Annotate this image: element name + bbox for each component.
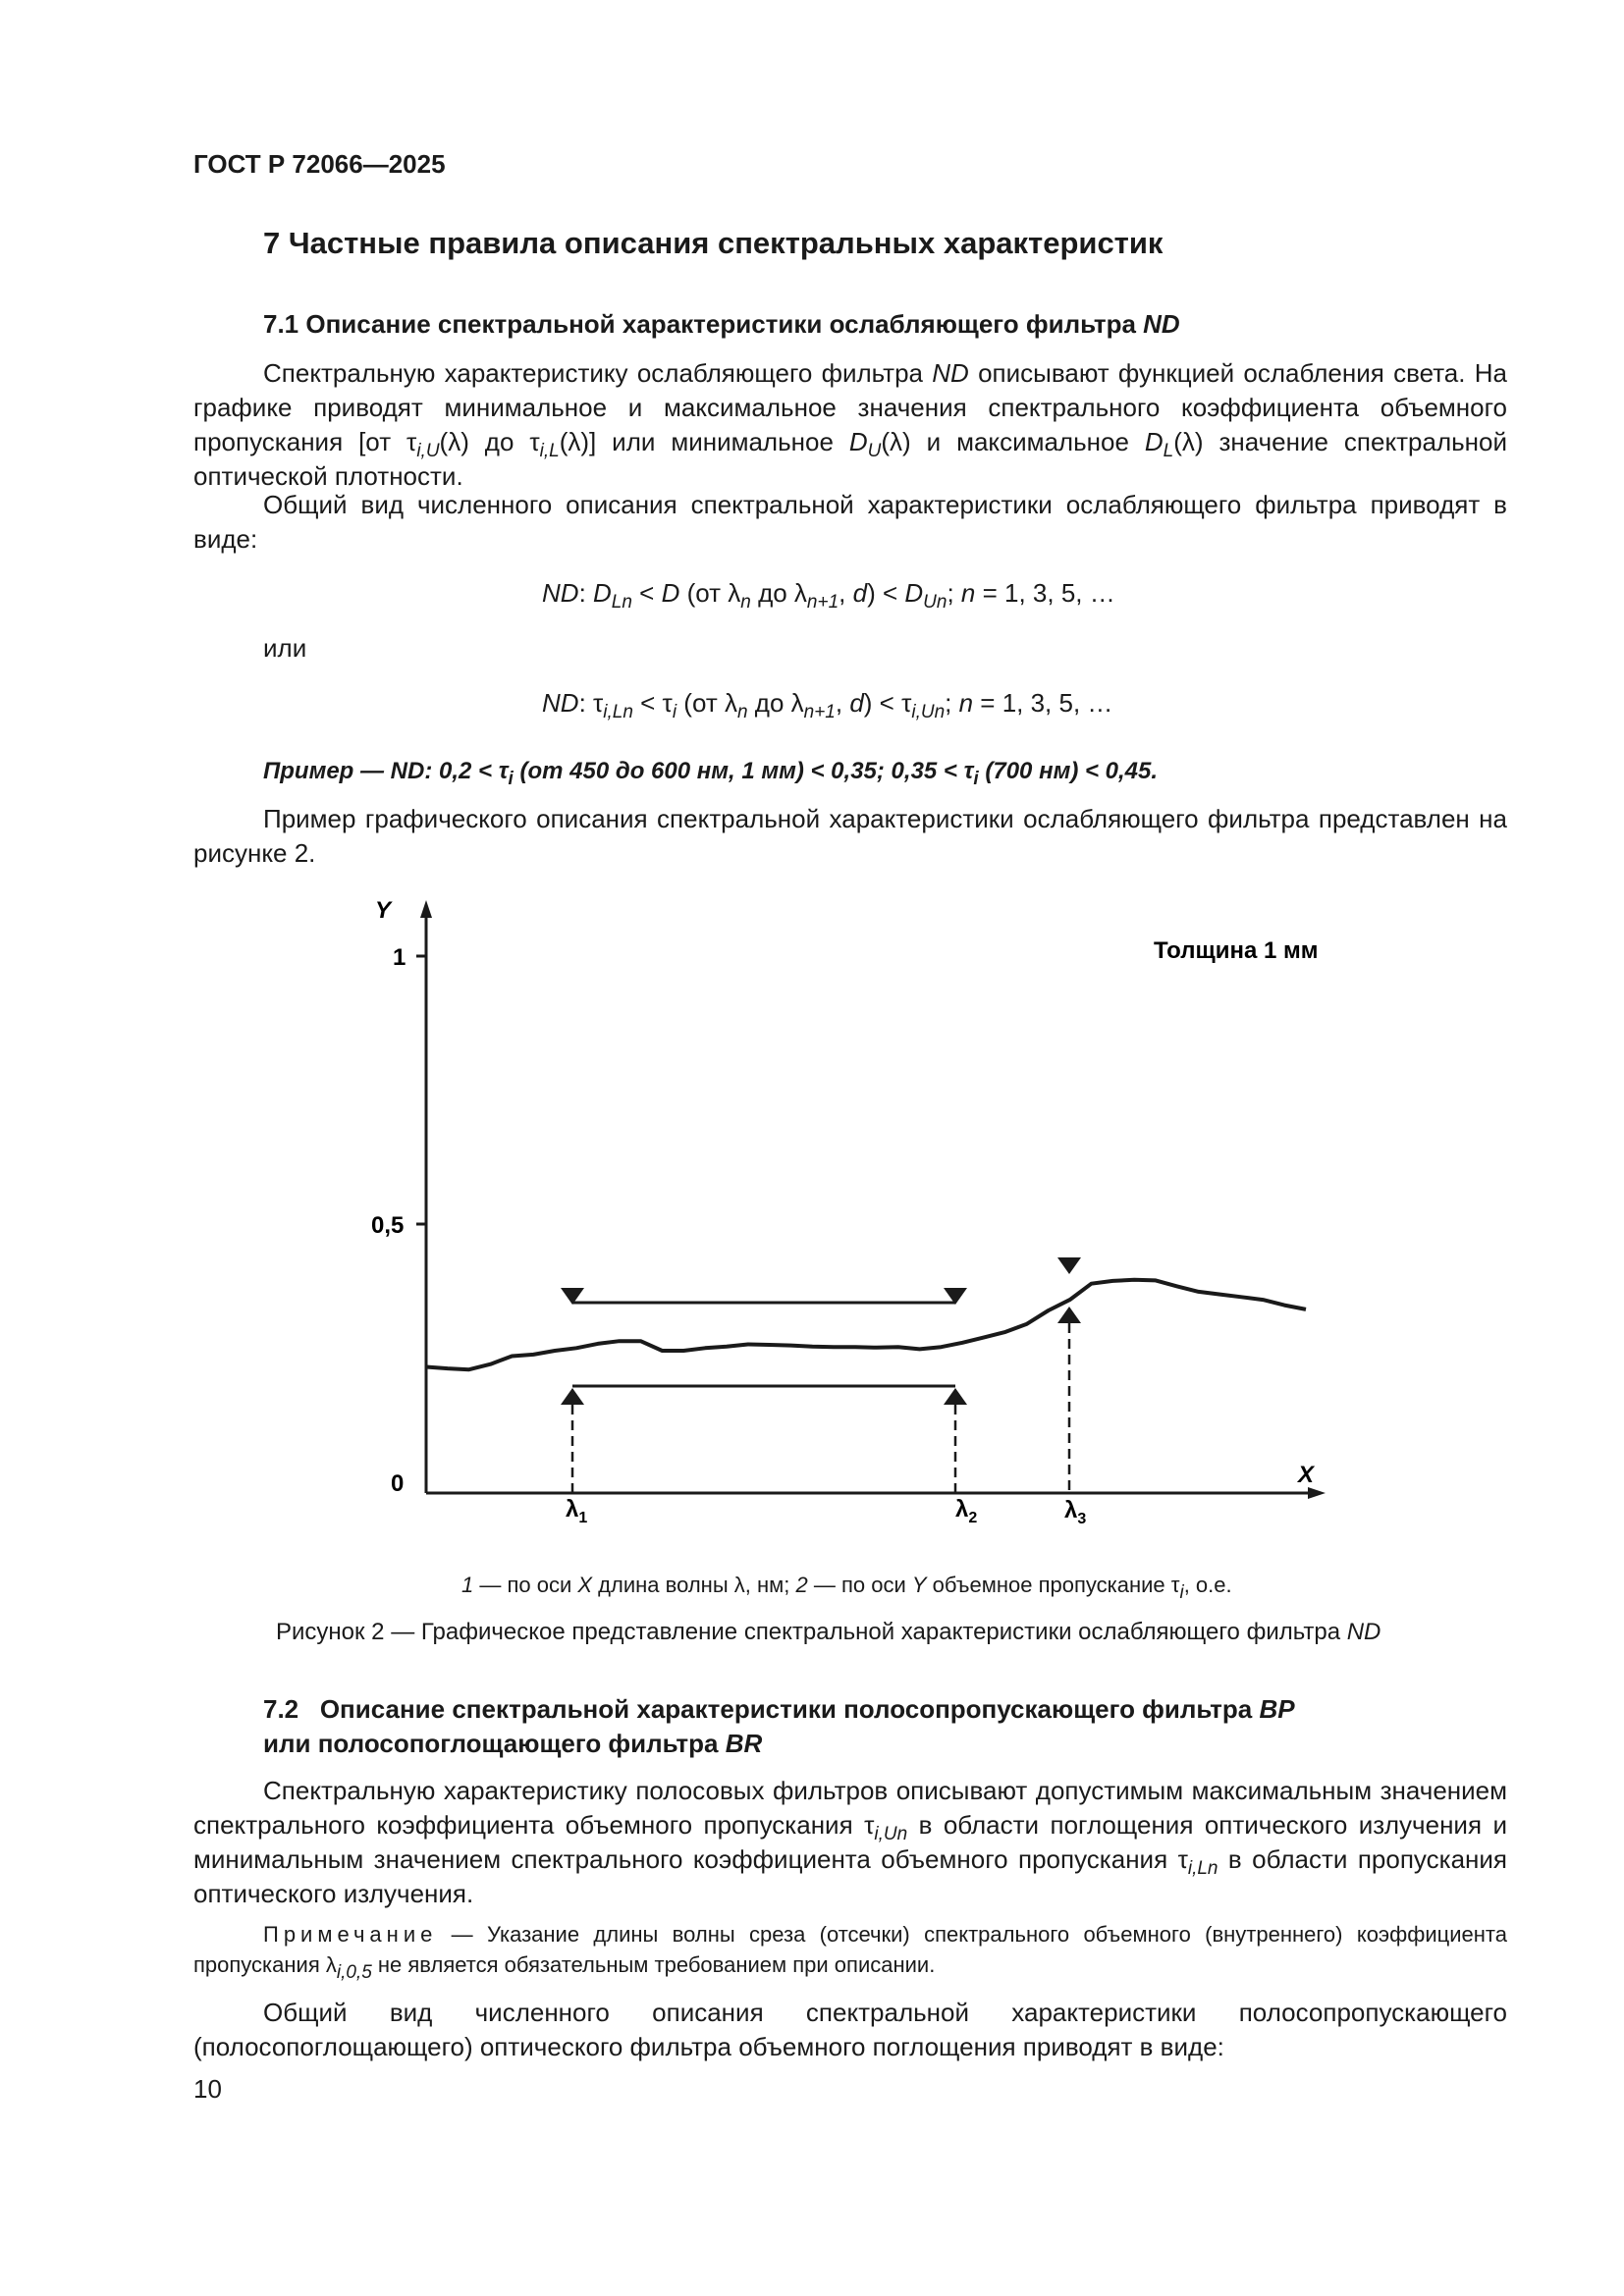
y-axis-arrow	[420, 900, 432, 918]
or-connector: или	[263, 633, 307, 663]
document-header: ГОСТ Р 72066—2025	[193, 149, 446, 179]
section-7-title: 7 Частные правила описания спектральных характеристик	[263, 226, 1164, 260]
lambda2-label: $\lambda_2$	[955, 1496, 978, 1526]
lambda3-label: $\lambda_3$	[1064, 1497, 1087, 1527]
paragraph-7-2-intro: Спектральную характеристику полосовых фильтров описывают допустимым максимальным значением спектрального коэффициента объемного пропускания $\tau_{i,Un}$ в области поглощения оптического излучения и минимальным значением спектрального коэффициента объемного пропускания $\tau_{i,Ln}$ в области пропускания оптического излучения.	[193, 1776, 1507, 1908]
filter-nd-label: ND	[1143, 309, 1180, 339]
section-7-1-title-text: 7.1 Описание спектральной характеристики ослабляющего фильтра	[263, 309, 1144, 339]
lambda3-upper-marker	[1057, 1257, 1081, 1274]
thickness-label: Толщина 1 мм	[1154, 937, 1319, 964]
section-7-1-title	[263, 309, 1180, 340]
transmittance-curve	[426, 1280, 1306, 1369]
lower-bound-marker-left	[561, 1388, 584, 1405]
section-7-2-title-line1: 7.2 Описание спектральной характеристики полосопропускающего фильтра BP	[263, 1694, 1295, 1724]
y-axis-label: Y	[375, 897, 392, 924]
paragraph-7-2-general-form: Общий вид численного описания спектральной характеристики полосопропускающего (полосопоглощающего) оптического фильтра объемного поглощения приводят в виде:	[193, 1998, 1507, 2061]
note-paragraph: Примечание — Указание длины волны среза (отсечки) спектрального объемного (внутреннего) коэффициента пропускания $\lambda_{i,0,5}$ не является обязательным требованием при описании.	[193, 1922, 1507, 1983]
section-7-2-title-line2: или полосопоглощающего фильтра BR	[263, 1729, 763, 1758]
paragraph-7-1-intro: Спектральную характеристику ослабляющего фильтра ND описывают функцией ослабления света. На графике приводят минимальное и максимальное значения спектрального коэффициента объемного пропускания [от $\tau_{i,U}(\lambda)$ до $\tau_{i,L}(\lambda)$] или минимальное $D_U(\lambda)$ и максимальное $D_L(\lambda)$ значение спектральной оптической плотности.	[193, 358, 1507, 491]
y-tick-label-0-5: 0,5	[371, 1212, 405, 1239]
page-number: 10	[193, 2074, 222, 2104]
formula-density: ND: $D_{Ln} < D$ (от $\lambda_n$ до $\lambda_{n+1}$, $d) < D_{Un}$; n = 1, 3, 5, …	[542, 578, 1115, 613]
lambda1-label: $\lambda_1$	[566, 1496, 588, 1526]
formula-transmittance: ND: $\tau_{i,Ln} < \tau_i$ (от $\lambda_n$ до $\lambda_{n+1}$, $d) < \tau_{i,Un}$; n = 1, 3, 5, …	[542, 688, 1113, 722]
x-axis-label: X	[1298, 1462, 1315, 1488]
figure-legend: 1 — по оси X длина волны λ, нм; 2 — по оси Y объемное пропускание $\tau_i$, о.е.	[461, 1573, 1232, 1603]
example-line: Пример — ND: $0,2 < \tau_i$ (от 450 до 600 нм, 1 мм) < 0,35; $0,35 < \tau_i$ (700 нм) < 0,45.	[263, 758, 1159, 789]
paragraph-7-1-general-form: Общий вид численного описания спектральной характеристики ослабляющего фильтра приводят в виде:	[193, 490, 1507, 554]
section-7-2-title	[263, 1692, 1295, 1761]
x-axis-arrow	[1308, 1487, 1326, 1499]
paragraph-figure-reference: Пример графического описания спектральной характеристики ослабляющего фильтра представлен на рисунке 2.	[193, 804, 1507, 868]
lower-bound-marker-right	[944, 1388, 967, 1405]
figure-caption: Рисунок 2 — Графическое представление спектральной характеристики ослабляющего фильтра ND	[276, 1619, 1381, 1645]
lambda3-lower-marker	[1057, 1307, 1081, 1323]
figure-2-chart	[353, 888, 1335, 1536]
y-tick-label-0: 0	[391, 1470, 405, 1497]
y-tick-label-1: 1	[393, 944, 406, 971]
